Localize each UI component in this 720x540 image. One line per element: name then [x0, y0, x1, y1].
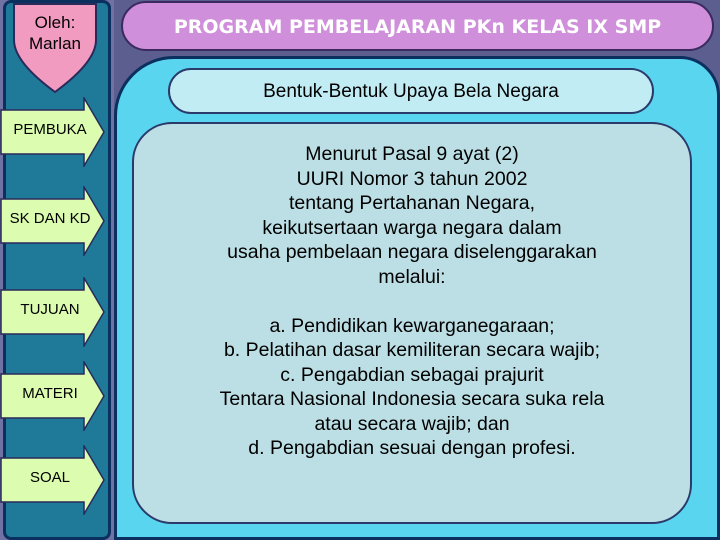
point-line: d. Pengabdian sesuai dengan profesi.: [248, 437, 576, 459]
nav-item-label: MATERI: [22, 385, 78, 402]
nav-item-label: SOAL: [29, 469, 71, 486]
intro-line: tentang Pertahanan Negara,: [288, 192, 536, 214]
intro-line: melalui:: [378, 265, 446, 288]
nav-sk-dan-kd-button[interactable]: [0, 186, 106, 256]
spacer: [134, 289, 690, 314]
point-line: atau secara wajib; dan: [314, 412, 510, 435]
point-line: c. Pengabdian sebagai prajurit: [280, 363, 544, 386]
nav-item-label: SK DAN KD: [9, 210, 91, 227]
page-title: PROGRAM PEMBELAJARAN PKn KELAS IX SMP: [173, 16, 662, 38]
intro-line: keikutsertaan warga negara dalam: [262, 216, 562, 239]
intro-line: Menurut Pasal 9 ayat (2): [305, 143, 519, 165]
intro-line: usaha pembelaan negara diselenggarakan: [227, 241, 597, 263]
slide-subtitle: Bentuk-Bentuk Upaya Bela Negara: [263, 81, 559, 102]
nav-pembuka-button[interactable]: [0, 97, 106, 167]
author-name: Marlan: [29, 34, 81, 53]
nav-tujuan-button[interactable]: [0, 277, 106, 347]
content-text: [134, 142, 690, 461]
point-line: a. Pendidikan kewarganegaraan;: [269, 314, 555, 337]
nav-item-label: TUJUAN: [20, 301, 80, 318]
author-line1: Oleh:: [34, 13, 76, 32]
nav-item-label: PEMBUKA: [13, 121, 87, 138]
nav-soal-button[interactable]: [0, 445, 106, 515]
header-banner: [121, 1, 714, 51]
content-box: [132, 122, 692, 524]
point-line: Tentara Nasional Indonesia secara suka rela: [219, 388, 605, 410]
slide-subtitle-banner: [168, 68, 654, 114]
intro-line: UURI Nomor 3 tahun 2002: [296, 167, 528, 190]
point-line: b. Pelatihan dasar kemiliteran secara wajib;: [223, 339, 601, 361]
author-label: [12, 12, 98, 54]
nav-materi-button[interactable]: [0, 361, 106, 431]
